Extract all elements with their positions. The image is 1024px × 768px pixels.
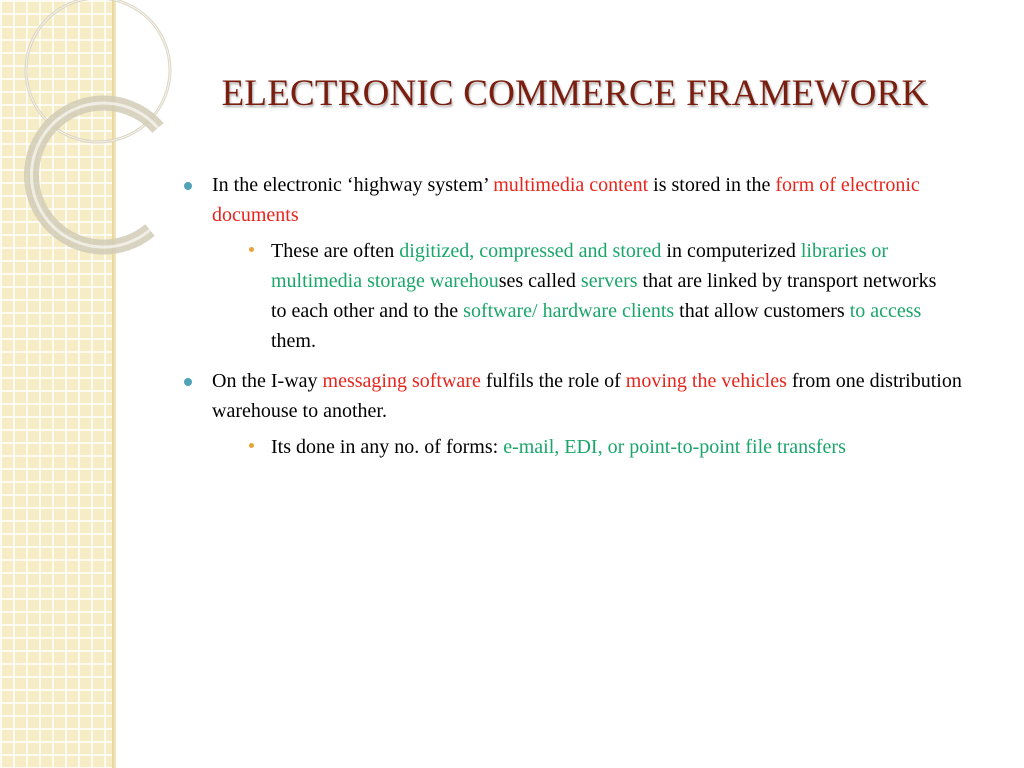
highlight-red: multimedia content <box>493 174 649 196</box>
text-segment: from one distribution warehouse to another. <box>212 370 962 422</box>
highlight-green: libraries or multimedia storage warehou <box>271 240 889 292</box>
highlight-green: servers <box>580 270 638 292</box>
text-segment: These are often <box>271 240 400 262</box>
highlight-green: to access <box>849 300 922 322</box>
sub-bullet-text <box>271 436 846 458</box>
text-segment: that are linked by transport networks to each other and to the <box>271 270 937 322</box>
bullet-dot-icon <box>184 378 192 386</box>
slide-title: ELECTRONIC COMMERCE FRAMEWORK <box>221 73 929 114</box>
decorative-rings <box>0 0 200 260</box>
bullet-item <box>184 170 1004 230</box>
text-segment: fulfils the role of <box>480 370 626 392</box>
highlight-red: moving the vehicles <box>625 370 787 392</box>
highlight-green: digitized, compressed and stored <box>399 240 662 262</box>
bullet-text <box>212 174 920 226</box>
bullet-text <box>212 370 962 422</box>
sub-bullet-text <box>271 240 936 352</box>
text-segment: In the electronic ‘highway system’ <box>212 174 494 196</box>
highlight-red: messaging software <box>322 370 481 392</box>
text-segment: Its done in any no. of forms: <box>271 436 504 458</box>
bullet-dot-icon <box>184 182 192 190</box>
text-segment: in computerized <box>661 240 801 262</box>
bullet-item <box>184 366 1004 426</box>
sub-bullet-dot-icon <box>249 443 254 448</box>
text-segment: them. <box>271 330 316 352</box>
text-segment: is stored in the <box>648 174 776 196</box>
highlight-red: form of electronic documents <box>212 174 920 226</box>
text-segment: that allow customers <box>674 300 850 322</box>
sub-bullet-item <box>271 432 931 462</box>
slide-content <box>184 170 1004 462</box>
text-segment: On the I-way <box>212 370 323 392</box>
sub-bullet-dot-icon <box>249 247 254 252</box>
highlight-green: software/ hardware clients <box>463 300 675 322</box>
sub-bullet-item <box>271 236 951 356</box>
highlight-green: e-mail, EDI, or point-to-point file transfers <box>503 436 846 458</box>
text-segment: ses called <box>498 270 581 292</box>
